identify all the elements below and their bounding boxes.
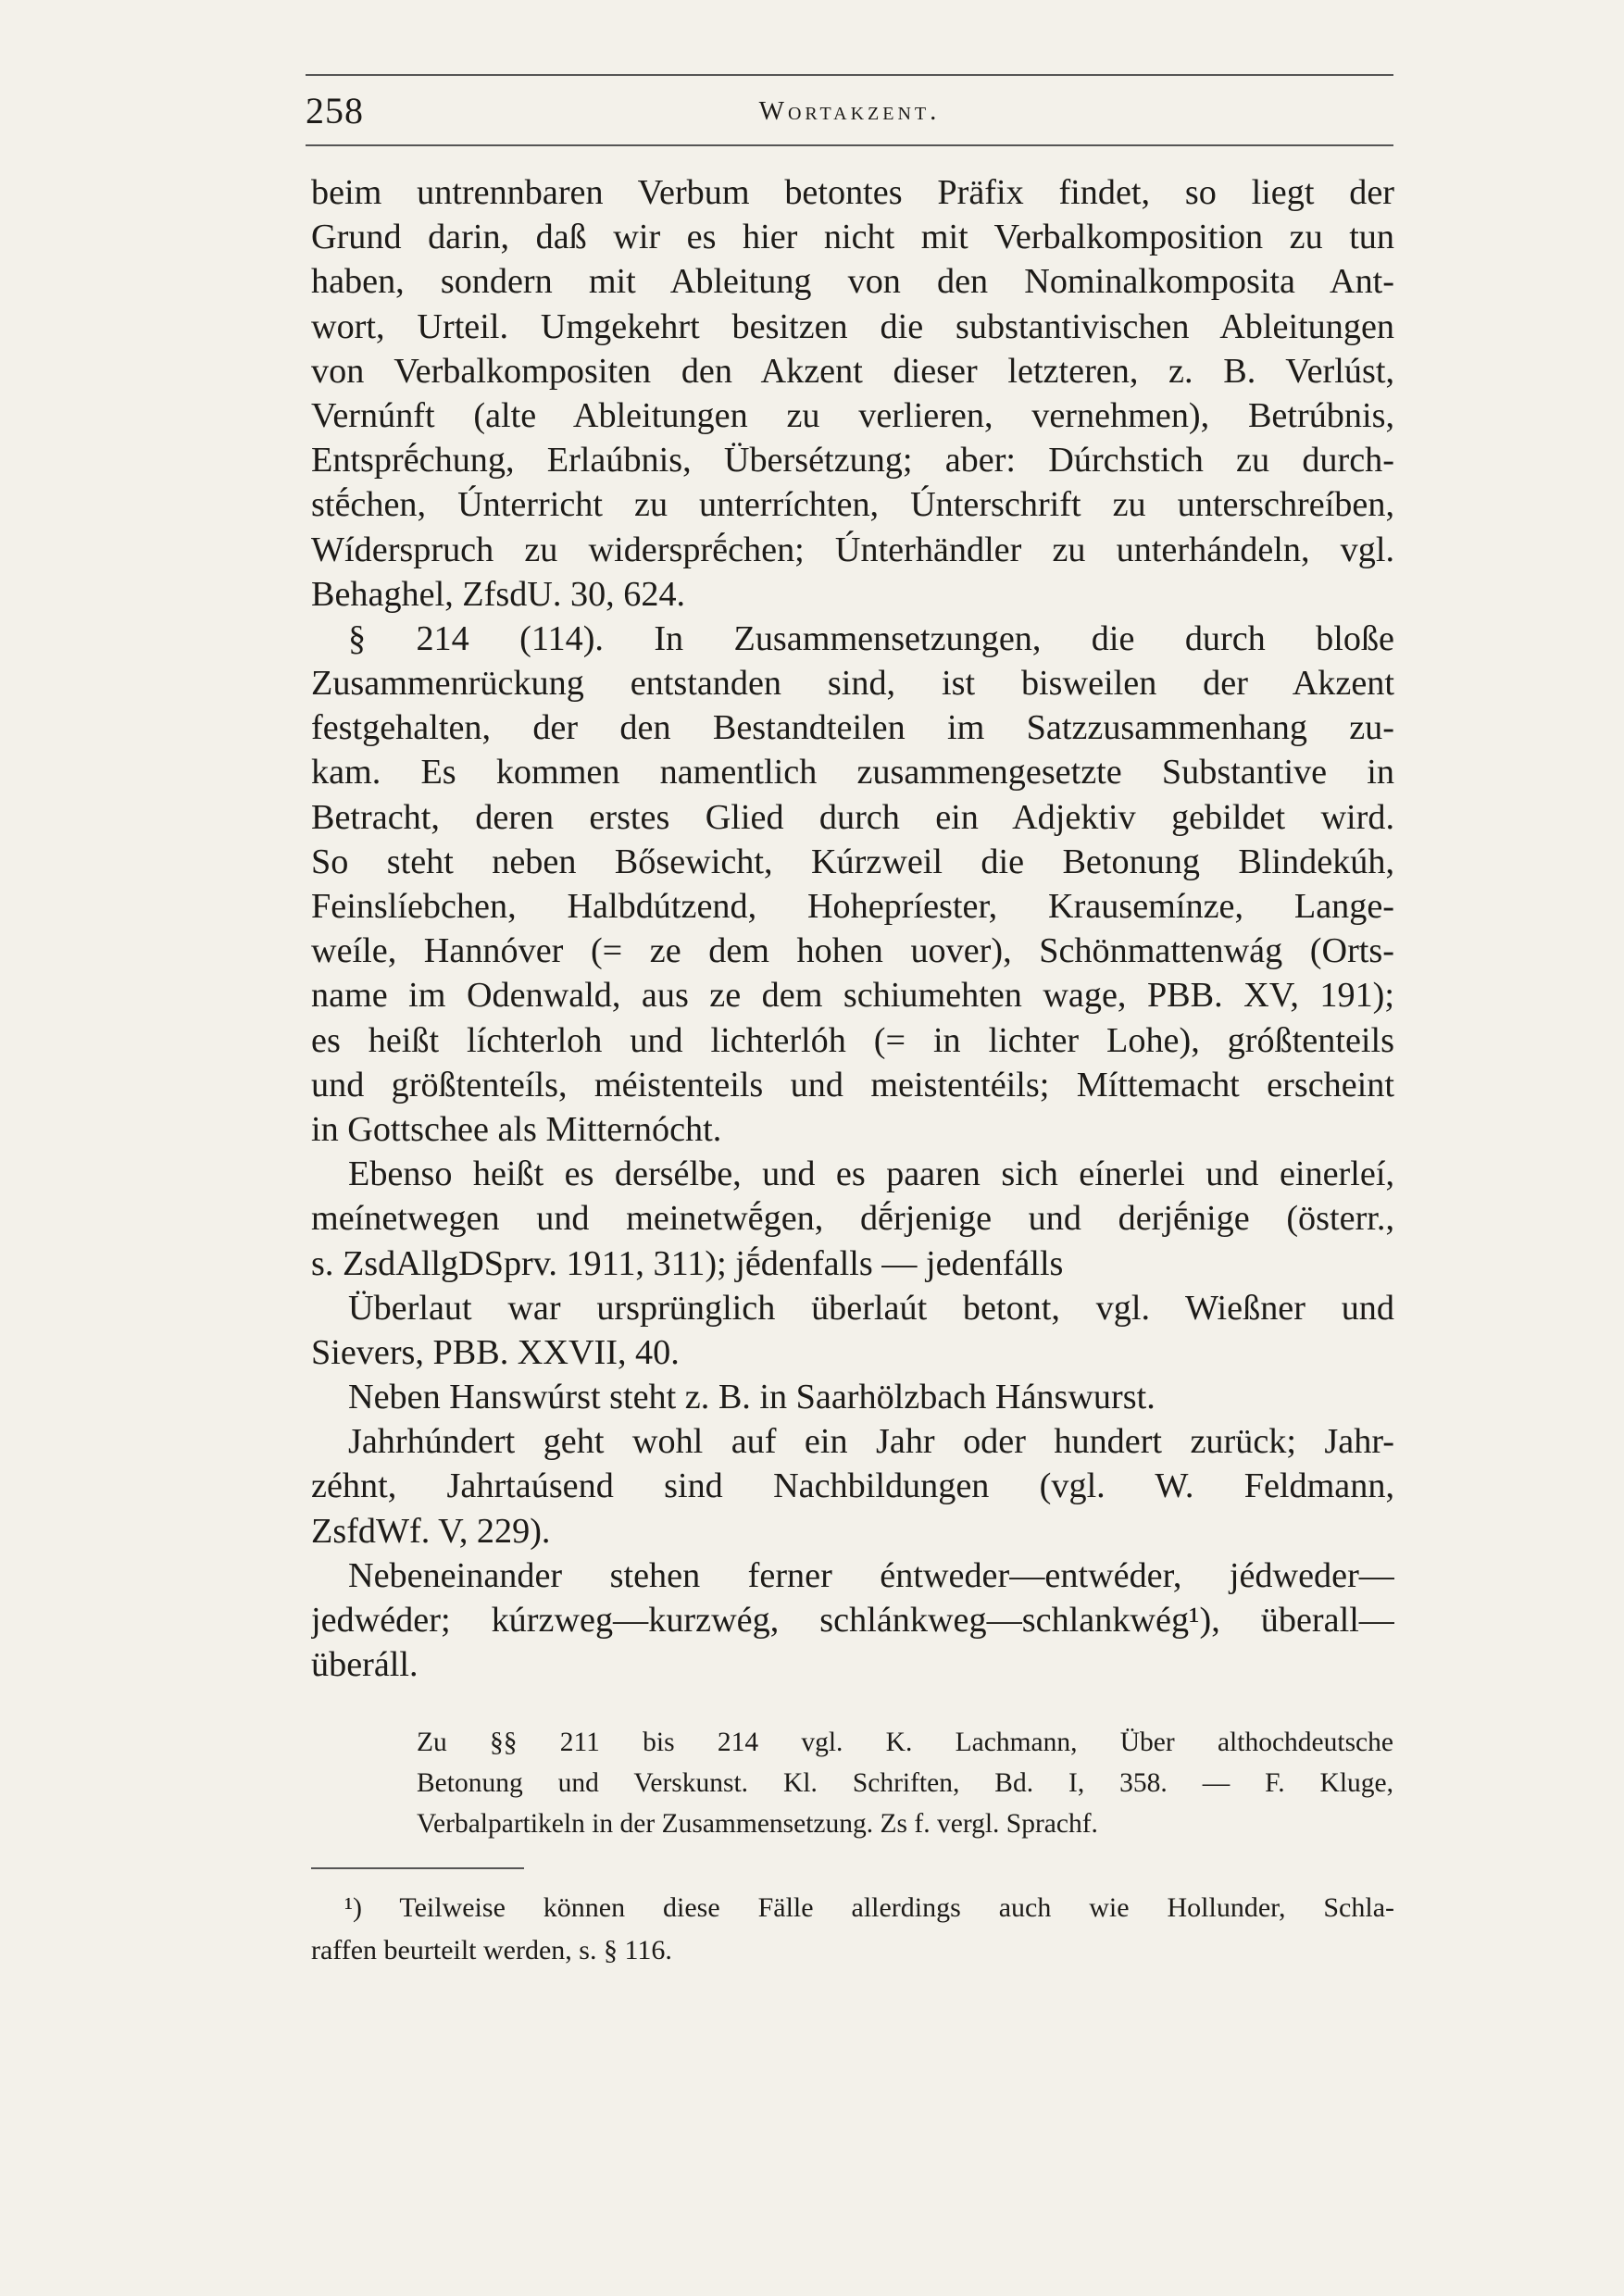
page-number: 258 xyxy=(306,90,364,131)
running-head: Wortakzent. xyxy=(758,96,941,126)
text-line: beim untrennbaren Verbum betontes Präfix findet, so liegt der xyxy=(311,173,1394,212)
bibliographic-note xyxy=(417,1722,1393,1844)
text-line: Grund darin, daß wir es hier nicht mit Verbalkomposition zu tun xyxy=(311,218,1394,257)
footnote xyxy=(311,1887,1394,1972)
text-line: So steht neben Bősewicht, Kúrzweil die Betonung Blindekúh, xyxy=(311,842,1394,881)
note-line: Betonung und Verskunst. Kl. Schriften, Bd. I, 358. — F. Kluge, xyxy=(417,1768,1393,1798)
text-line: Wíderspruch zu widersprḗchen; Únterhändler zu unterhándeln, vgl. xyxy=(311,530,1394,569)
text-line: s. ZsdAllgDSprv. 1911, 311); jḗdenfalls — jedenfálls xyxy=(311,1243,1064,1283)
footnote-rule xyxy=(311,1867,524,1869)
text-line: es heißt líchterloh und lichterlóh (= in lichter Lohe), gróßtenteils xyxy=(311,1020,1394,1060)
text-line: Entsprḗchung, Erlaúbnis, Übersétzung; aber: Dúrchstich zu durch- xyxy=(311,441,1394,480)
text-line: meínetwegen und meinetwḗgen, dḗrjenige und derjḗnige (österr., xyxy=(311,1199,1394,1239)
text-line: überáll. xyxy=(311,1645,418,1685)
text-line: kam. Es kommen namentlich zusammengesetzte Substantive in xyxy=(311,753,1394,792)
section-heading-line: § 214 (114). In Zusammensetzungen, die durch bloße xyxy=(348,618,1394,658)
text-line: Überlaut war ursprünglich überlaút betont, vgl. Wießner und xyxy=(348,1288,1394,1328)
text-line: Sievers, PBB. XXVII, 40. xyxy=(311,1332,680,1372)
text-line: Ebenso heißt es dersélbe, und es paaren sich eínerlei und einerleí, xyxy=(348,1154,1394,1194)
text-line: und größtenteíls, méistenteils und meistentéils; Míttemacht erscheint xyxy=(311,1065,1394,1104)
text-line: weíle, Hannóver (= ze dem hohen uover), Schönmattenwág (Orts- xyxy=(311,931,1394,971)
note-line: Verbalpartikeln in der Zusammensetzung. Zs f. vergl. Sprachf. xyxy=(417,1809,1098,1839)
text-line: name im Odenwald, aus ze dem schiumehten wage, PBB. XV, 191); xyxy=(311,976,1394,1016)
text-line: Jahrhúndert geht wohl auf ein Jahr oder hundert zurück; Jahr- xyxy=(348,1422,1394,1462)
header-rule xyxy=(306,74,1393,76)
footnote-line: raffen beurteilt werden, s. § 116. xyxy=(311,1935,672,1965)
text-line: ZsfdWf. V, 229). xyxy=(311,1511,551,1551)
text-line: jedwéder; kúrzweg—kurzwég, schlánkweg—schlankwég¹), überall— xyxy=(311,1601,1394,1640)
text-line: festgehalten, der den Bestandteilen im Satzzusammenhang zu- xyxy=(311,708,1394,748)
text-line: Zusammenrückung entstanden sind, ist bisweilen der Akzent xyxy=(311,664,1394,704)
note-line: Zu §§ 211 bis 214 vgl. K. Lachmann, Über althochdeutsche xyxy=(417,1728,1393,1757)
text-line: stḗchen, Únterricht zu unterríchten, Únterschrift zu unterschreíben, xyxy=(311,485,1394,525)
text-line: von Verbalkompositen den Akzent dieser letzteren, z. B. Verlúst, xyxy=(311,351,1394,391)
text-line: Behaghel, ZfsdU. 30, 624. xyxy=(311,574,686,614)
text-line: zéhnt, Jahrtaúsend sind Nachbildungen (vgl. W. Feldmann, xyxy=(311,1466,1394,1506)
text-line: haben, sondern mit Ableitung von den Nominalkomposita Ant- xyxy=(311,262,1394,302)
text-line: Feinslíebchen, Halbdútzend, Hohepríester, Krausemínze, Lange- xyxy=(311,887,1394,926)
text-line: Vernúnft (alte Ableitungen zu verlieren, vernehmen), Betrúbnis, xyxy=(311,395,1394,435)
page-header xyxy=(306,81,1393,137)
text-line: Neben Hanswúrst steht z. B. in Saarhölzbach Hánswurst. xyxy=(348,1378,1156,1417)
footnote-line: ¹) Teilweise können diese Fälle allerdings auch wie Hollunder, Schla- xyxy=(344,1892,1394,1923)
header-rule xyxy=(306,144,1393,146)
text-line: wort, Urteil. Umgekehrt besitzen die substantivischen Ableitungen xyxy=(311,306,1394,346)
text-line: in Gottschee als Mitternócht. xyxy=(311,1109,722,1149)
text-line: Betracht, deren erstes Glied durch ein Adjektiv gebildet wird. xyxy=(311,797,1394,837)
text-line: Nebeneinander stehen ferner éntweder—entwéder, jédweder— xyxy=(348,1555,1394,1595)
body-text xyxy=(311,170,1394,1687)
